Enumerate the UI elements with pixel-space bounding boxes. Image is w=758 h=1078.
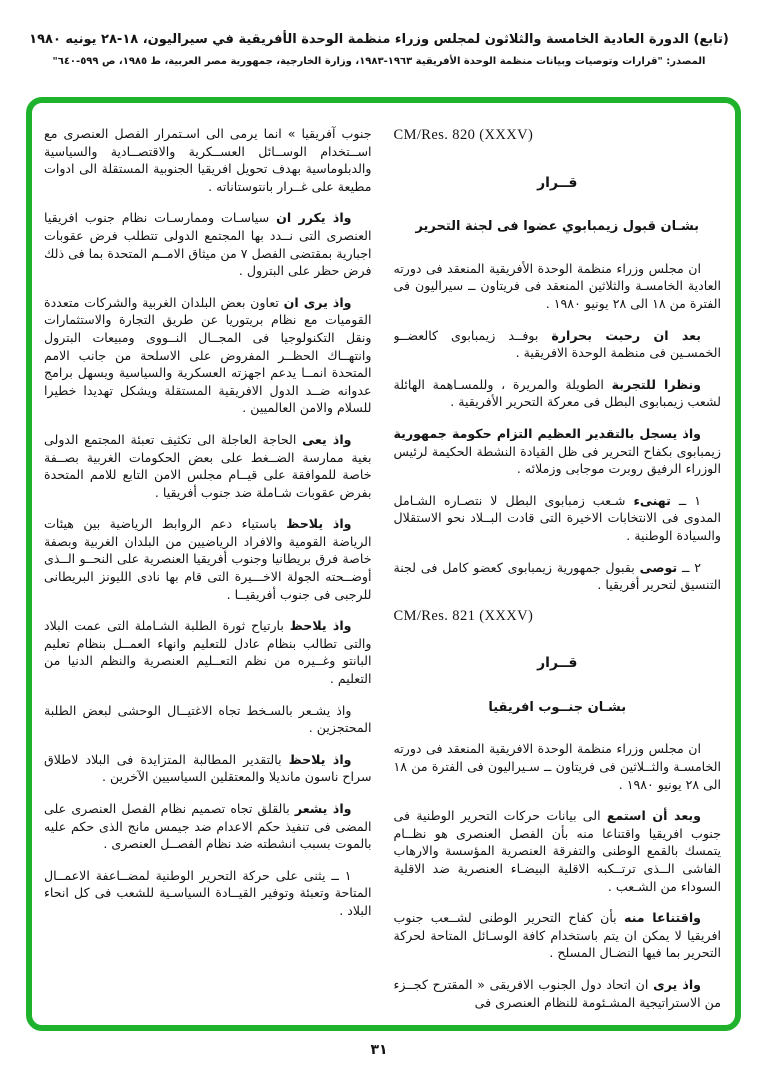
page-header	[10, 32, 748, 67]
paragraph: وبعد أن استمع الى بيانات حركات التحرير الوطنية فى جنوب افريقيا واقتناعا منه بأن الفصل العنصرى هو نظــام يتمسك بالقمع الوطنى والتفرقة العنصرية المؤسسة والارهاب الفاشى الــذى ترتــكبه الاقلية البيضـاء العنصرية ضد الاقلية السوداء من الشـعب .	[393, 808, 721, 894]
paragraph-lead: وبعد أن استمع	[606, 808, 701, 824]
document-columns	[44, 125, 721, 1017]
paragraph-lead: واذ يكرر ان	[276, 210, 352, 226]
paragraph: ٢ ــ توصى بقبول جمهورية زيمبابوى كعضو كامل فى لجنة التنسيق لتحرير أفريقيا .	[393, 559, 721, 593]
paragraph-lead: بعد ان رحبت بحرارة	[551, 327, 701, 343]
paragraph: واذ يعى الحاجة العاجلة الى تكثيف تعبئة المجتمع الدولى بغية ممارسة الضــغط على بعض الحكومات الغربية بصــفة خاصة للموافقة على قيــام مجلس الامن التابع للامم المتحدة بفرض عقوبات شـاملة ضد جنوب أفريقيا .	[44, 431, 372, 500]
paragraph-lead: توصى	[639, 559, 678, 575]
paragraph: واذ يرى ان تعاون بعض البلدان الغربية والشركات متعددة القوميات مع نظام بريتوريا عن طريق التجارة والاستثمارات ونقل التكنولوجيا فى المجــال النــووى ومبيعات البترول وانتهــاك الحظــر المفروض على الاسلحة من جانب الامم المتحدة انمــا يدعم اجهزته العسكرية والسياسية ويسهل برامج عدوانه ضــد الدول الافريقية المستقلة ويشكل تهديدا خطيرا للسلام والامن العالميين .	[44, 294, 372, 416]
paragraph-lead: تهنىء	[633, 492, 671, 508]
paragraph-lead: واذ يلاحظ	[286, 516, 352, 532]
paragraph: واذ يشـعر بالسـخط تجاه الاغتيــال الوحشى لبعض الطلبة المحتجزين .	[44, 702, 372, 736]
paragraph-lead: واذ يسجل بالتقدير العظيم التزام حكومة جمهورية	[393, 425, 701, 441]
column-right	[394, 125, 722, 1017]
paragraph-lead: واقتناعا منه	[623, 910, 701, 926]
paragraph-lead: ونظرا للتجربة	[611, 376, 701, 392]
paragraph: واذ يلاحظ بالتقدير المطالبة المتزايدة فى البلاد لاطلاق سراح ناسون مانديلا والمعتقلين السياسيين الآخرين .	[44, 751, 372, 785]
resolution-code: CM/Res. 820 (XXXV)	[393, 127, 534, 143]
paragraph: واذ يشعر بالقلق تجاه تصميم نظام الفصل العنصرى على المضى فى تنفيذ حكم الاعدام ضد جيمس مانج الذى حكم عليه بالموت بسبب انشطته ضد نظام الفصــل العنصرى .	[44, 801, 372, 852]
paragraph: واذ يرى ان اتحاد دول الجنوب الافريقى « المقترح كجــزء من الاستراتيجية المشـئومة للنظام العنصرى فى	[393, 977, 721, 1010]
paragraph-lead: واذ يرى	[653, 977, 701, 992]
paragraph: واذ يسجل بالتقدير العظيم التزام حكومة جمهورية زيمبابوى بكفاح التحرير فى ظل القيادة النشطة الحكيمة لرئيس الوزراء الرفيق روبرت موجابى وزملائه .	[393, 425, 721, 477]
paragraph: ان مجلس وزراء منظمة الوحدة الأفريقية المنعقد فى دورته العادية الخامسـة والثلاثين المنعقد فى فريتاون ــ سيراليون فى الفترة من ١٨ الى ٢٨ يونيو ١٩٨٠ .	[393, 260, 721, 311]
paragraph-lead: واذ يرى ان	[283, 294, 352, 310]
resolution-title: قــرار	[537, 174, 578, 191]
paragraph: جنوب آفريقيا » انما يرمى الى اسـتمرار الفصل العنصرى مع اســتخدام الوســائل العســكرية والاقتصــادية والسياسية والدبلوماسية بهدف تحويل افريقيا الجنوبية المستقلة الى ادوات مطيعة على غــرار بانتوستاناته .	[44, 126, 372, 194]
document-border-box	[26, 97, 741, 1031]
header-source-line: المصدر: "قرارات وتوصيات وبيانات منظمة الوحدة الأفريقية ١٩٦٣-١٩٨٣، وزارة الخارجية، جمهورية مصر العربية، ط ١٩٨٥، ص ٥٩٩-٦٤٠"	[52, 56, 706, 67]
paragraph-lead: واذ يلاحظ	[289, 618, 352, 634]
paragraph: واذ يلاحظ باستياء دعم الروابط الرياضية بين هيئات الرياضة القومية والافراد الرياضيين من البلدان الغربية وبصفة خاصة فرق بريطانيا وجنوب أفريقيا العنصرية على النحــو الــذى أوضــحته الجولة الاخـــيرة التى قام بها نادى الليونز البريطانى للرجبى فى جنوب أفريقيــا .	[44, 516, 372, 602]
column-left	[44, 125, 372, 1017]
page-number: ٣١	[370, 1042, 388, 1058]
resolution-title: قــرار	[537, 655, 578, 672]
paragraph: واقتناعا منه بأن كفاح التحرير الوطنى لشــعب جنوب افريقيا لا يمكن ان يتم باستخدام كافة الوسـائل المتاحة لحركة التحرير بما فيها النضـال المسلح .	[393, 910, 721, 961]
paragraph: واذ يكرر ان سياسـات وممارسـات نظام جنوب افريقيا العنصرى التى نــدد بها المجتمع الدولى تتطلب فرض عقوبات اجبارية بمقتضى الفصل ٧ من ميثاق الامــم المتحدة بما فى ذلك فرض حظر على البترول .	[44, 210, 372, 279]
paragraph: ونظرا للتجربة الطويلة والمريرة ، وللمسـاهمة الهائلة لشعب زيمبابوى البطل فى معركة التحرير الأفريقية .	[393, 376, 721, 410]
paragraph: بعد ان رحبت بحرارة بوفــد زيمبابوى كالعضــو الخمسـين فى منظمة الوحدة الافريقية .	[393, 327, 721, 361]
resolution-code: CM/Res. 821 (XXXV)	[393, 607, 534, 624]
resolution-subtitle: بشـان قبول زيمبابوي عضوا فى لجنة التحرير	[415, 219, 700, 235]
paragraph-lead: واذ يعى	[302, 431, 352, 447]
header-session-title: (تابع) الدورة العادية الخامسة والثلاثون لمجلس وزراء منظمة الوحدة الأفريقية في سيراليون، ١٨-٢٨ يونيه ١٩٨٠	[29, 32, 729, 47]
paragraph: ١ ــ يثنى على حركة التحرير الوطنية لمضــاعفة الاعمــال المتاحة وتعبئة وتوفير القيــادة السياسـية للشعب فى كل انحاء البلاد .	[44, 867, 372, 918]
resolution-subtitle: بشـان جنــوب افريقيا	[488, 699, 627, 715]
paragraph: ان مجلس وزراء منظمة الوحدة الافريقية المنعقد فى دورته الخامسـة والثــلاثين فى فريتاون ــ سـيراليون فى الفترة من ١٨ الى ٢٨ يونيو ١٩٨٠ .	[393, 741, 721, 792]
paragraph-lead: واذ يلاحظ	[288, 751, 352, 767]
paragraph: واذ يلاحظ بارتياح ثورة الطلبة الشـاملة التى عمت البلاد والتى تطالب بنظام عادل للتعليم وانهاء العمــل بنظام تعليم البانتو وغــيره من نظم التعــليم العنصرية والنظم الدنيا من التعليم .	[44, 618, 372, 687]
paragraph: ١ ــ تهنىء شـعب زمبابوى البطل لا نتصـاره الشـامل المدوى فى الانتخابات الاخيرة التى قادت البــلاد نحو الاستقلال والسيادة الوطنية .	[393, 492, 721, 543]
paragraph-lead: واذ يشعر	[294, 801, 352, 816]
